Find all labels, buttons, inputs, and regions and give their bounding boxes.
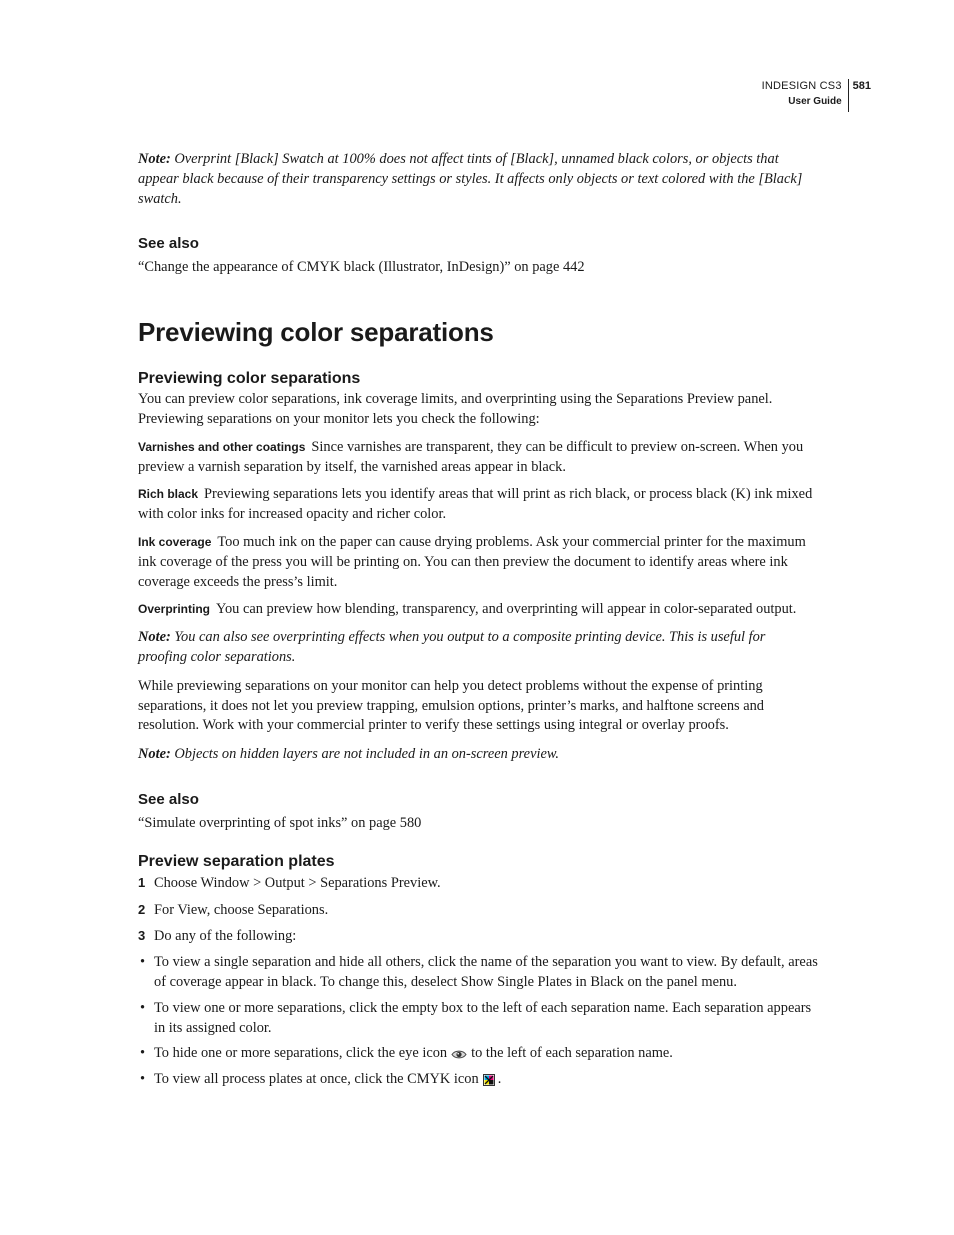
note-label: Note:: [138, 746, 171, 763]
see-also-link-cmyk-black[interactable]: “Change the appearance of CMYK black (Illustrator, InDesign)” on page 442: [138, 259, 585, 276]
note-composite-device: [138, 628, 818, 668]
bullet-dot: •: [140, 999, 146, 1016]
step-text: Choose Window > Output > Separations Preview.: [154, 874, 441, 891]
bullet-dot: •: [140, 1045, 146, 1062]
bullet-text-before: To hide one or more separations, click the eye icon: [154, 1045, 448, 1062]
note-overprint-black: [138, 150, 818, 209]
header-product: INDESIGN CS3: [761, 80, 842, 92]
see-also-heading: See also: [138, 790, 199, 808]
page-body: [138, 150, 818, 1090]
term-label: Rich black: [138, 487, 199, 502]
step-3: [138, 926, 818, 947]
header-guide: User Guide: [788, 96, 842, 107]
bullet-dot: •: [140, 1071, 146, 1088]
step-1: [138, 873, 818, 894]
section-heading-preview-plates: Preview separation plates: [138, 852, 335, 870]
bullet-dot: •: [140, 954, 146, 971]
step-text: Do any of the following:: [154, 928, 297, 945]
bullet-text: To view a single separation and hide all others, click the name of the separation you want to view. By default, areas of coverage appear in black. To change this, deselect Show Single Plates in Black on the panel menu.: [154, 954, 818, 990]
bullet-text-after: .: [497, 1071, 502, 1088]
eye-icon: [451, 1049, 467, 1060]
step-2: [138, 900, 818, 921]
term-label: Varnishes and other coatings: [138, 439, 306, 454]
paragraph-limitations: While previewing separations on your monitor can help you detect problems without the expense of printing separations, it does not let you preview trapping, emulsion options, printer’s marks, and halftone screens and resolution. Work with your commercial printer to verify these settings using integral or overlay proofs.: [138, 677, 764, 734]
note-label: Note:: [138, 629, 171, 646]
step-text: For View, choose Separations.: [154, 901, 329, 918]
term-ink-coverage: [138, 533, 818, 592]
page-title: Previewing color separations: [138, 317, 494, 348]
bullet-text-before: To view all process plates at once, click the CMYK icon: [154, 1071, 479, 1088]
see-also-heading: See also: [138, 235, 199, 253]
note-text: Objects on hidden layers are not included in an on-screen preview.: [174, 746, 559, 763]
note-hidden-layers: [138, 745, 818, 765]
note-text: You can also see overprinting effects when you output to a composite printing device. This is useful for proofing color separations.: [138, 629, 766, 665]
section-intro: You can preview color separations, ink coverage limits, and overprinting using the Separations Preview panel. Previewing separations on your monitor lets you check the following:: [138, 391, 773, 427]
note-text: Overprint [Black] Swatch at 100% does not affect tints of [Black], unnamed black colors, or objects that appear black because of their transparency settings or styles. It affects only objects or text colored with the [Black] swatch.: [138, 151, 803, 207]
bullet-item: [138, 953, 818, 993]
term-label: Overprinting: [138, 602, 211, 617]
term-text: Too much ink on the paper can cause drying problems. Ask your commercial printer for the maximum ink coverage of the press you will be printing on. You can then preview the document to identify areas where ink coverage exceeds the press’s limit.: [138, 533, 806, 590]
running-header: [762, 79, 871, 112]
bullet-text: To view one or more separations, click the empty box to the left of each separation name. Each separation appears in its assigned color.: [154, 999, 812, 1036]
term-text: Previewing separations lets you identify areas that will print as rich black, or process black (K) ink mixed with color inks for increased opacity and richer color.: [138, 486, 813, 523]
bullet-item: [138, 1044, 818, 1064]
page-number: 581: [852, 80, 871, 92]
step-number: 2: [138, 901, 146, 917]
term-varnishes: [138, 438, 818, 478]
cmyk-icon: [483, 1074, 495, 1086]
step-number: 3: [138, 928, 146, 944]
term-overprinting: [138, 600, 818, 620]
bullet-item: [138, 999, 818, 1039]
bullet-text-after: to the left of each separation name.: [471, 1045, 673, 1062]
section-heading-previewing: Previewing color separations: [138, 370, 361, 388]
term-rich-black: [138, 485, 818, 525]
bullet-item: [138, 1070, 818, 1090]
step-number: 1: [138, 874, 146, 890]
term-text: You can preview how blending, transparency, and overprinting will appear in color-separated output.: [216, 601, 797, 618]
note-label: Note:: [138, 151, 171, 167]
term-text: Since varnishes are transparent, they can be difficult to preview on-screen. When you preview a varnish separation by itself, the varnished areas appear in black.: [138, 438, 804, 475]
see-also-link-simulate-overprinting[interactable]: “Simulate overprinting of spot inks” on page 580: [138, 814, 422, 831]
header-title-block: [762, 79, 849, 112]
term-label: Ink coverage: [138, 534, 212, 549]
